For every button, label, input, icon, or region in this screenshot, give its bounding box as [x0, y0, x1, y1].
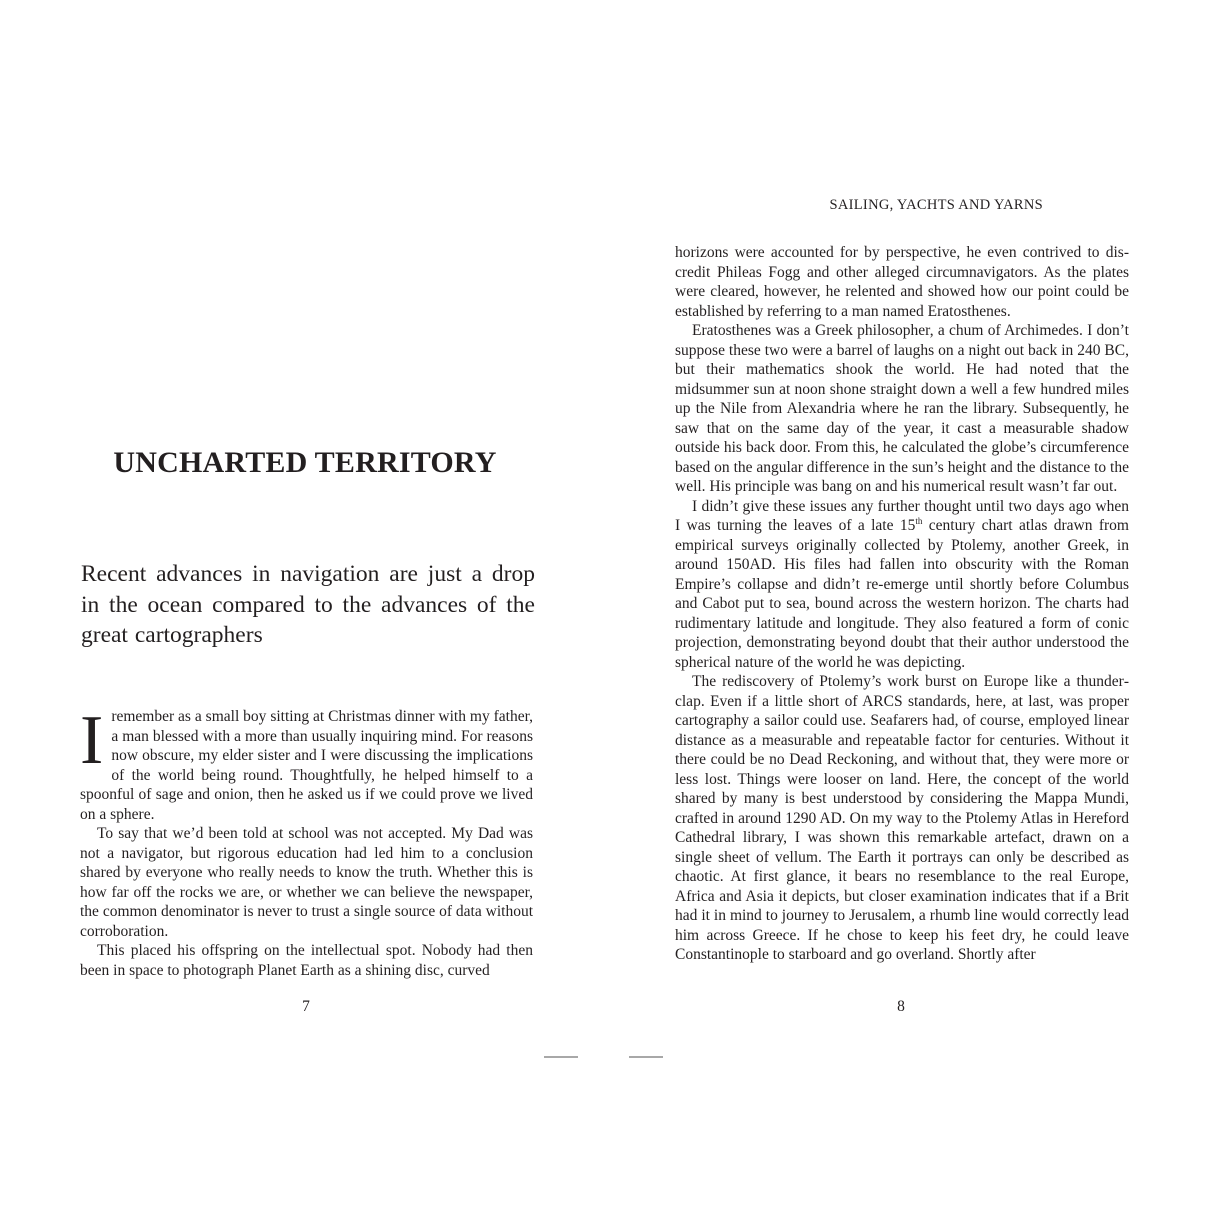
body-paragraph [675, 497, 1129, 673]
right-page-body [675, 243, 1129, 965]
body-paragraph: This placed his offspring on the intellectual spot. Nobody had then been in space to photograph Planet Earth as a shining disc, curved [80, 942, 533, 979]
left-page-body [80, 702, 533, 980]
paragraph-text: century chart atlas drawn from empirical surveys originally collected by Ptolemy, another Greek, in around 150AD. His files had fallen into obscurity with the Roman Empire’s collapse and didn’t re-emerge until shortly before Columbus and Cabot put to sea, bound across the western horizon. The charts had rudimentary latitude and longitude. They also featured a form of conic projection, demonstrating beyond doubt that their author understood the spherical nature of the world he was depicting. [675, 517, 1129, 671]
opening-paragraph-text: remember as a small boy sitting at Christmas dinner with my father, a man blessed with a more than usually inquiring mind. For reasons now obscure, my elder sister and I were discussing the implications of the world being round. Thoughtfully, he helped himself to a spoonful of sage and onion, then he asked us if we could prove we lived on a sphere. [80, 708, 533, 823]
body-paragraph: To say that we’d been told at school was not accepted. My Dad was not a navigator, but rigorous education had led him to a conclusion shared by everyone who really needs to know the truth. Whether this is how far off the rocks we are, or whether we can believe the newspaper, the common denominator is never to trust a single source of data without corroboration. [80, 825, 533, 940]
body-paragraph: The rediscovery of Ptolemy’s work burst on Europe like a thunderclap. Even if a little short of ARCS standards, here, at last, was proper cartography a sailor could use. Seafarers had, of course, employed linear distance as a measurable and repeatable factor for centuries. Without it there could be no Dead Reckoning, and without that, they were more or less lost. Things were looser on land. Here, the concept of the world shared by many is best understood by considering the Mappa Mundi, crafted in around 1290 AD. On my way to the Ptolemy Atlas in Hereford Cathedral library, I was shown this remarkable artefact, drawn on a single sheet of vellum. The Earth it portrays can only be described as chaotic. At first glance, it bears no resemblance to the real Europe, Africa and Asia it depicts, but closer examination indicates that if a Brit had it in mind to journey to Jerusalem, a rhumb line would correctly lead him across Greece. If he chose to keep his feet dry, he could leave Constantinople to starboard and go overland. Shortly after [675, 673, 1129, 963]
running-head [675, 197, 1129, 214]
ordinal-superscript: th [915, 516, 923, 526]
chapter-standfirst: Recent advances in navigation are just a drop in the ocean compared to the advances of the great cartographers [81, 561, 535, 648]
chapter-title [80, 446, 534, 480]
paragraph-text: I didn’t give these issues any further thought until two days ago when I was turning the leaves of a late 15 [675, 497, 1129, 534]
continued-paragraph: horizons were accounted for by perspective, he even contrived to discredit Phileas Fogg and other alleged circumnavigators. As the plates were cleared, however, he relented and showed how our point could be established by referring to a man named Eratosthenes. [675, 244, 1129, 320]
drop-cap: I [80, 702, 104, 779]
page-indicator-dash-right[interactable] [629, 1056, 663, 1058]
page-number-left: 7 [302, 998, 310, 1015]
opening-paragraph [80, 702, 533, 824]
page-number-right: 8 [897, 998, 905, 1015]
chapter-title-text: UNCHARTED TERRITORY [113, 446, 497, 479]
body-paragraph: Eratosthenes was a Greek philosopher, a chum of Archimedes. I don’t suppose these two were a barrel of laughs on a night out back in 240 BC, but their mathematics shook the world. He had noted that the midsummer sun at noon shone straight down a well a few hundred miles up the Nile from Alexandria where he ran the library. Subsequently, he saw that on the same day of the year, it cast a measurable shadow outside his back door. From this, he calculated the globe’s circumference based on the angular difference in the sun’s height and the distance to the well. His principle was bang on and his numerical result wasn’t far out. [675, 322, 1129, 495]
page-indicator-dash-left[interactable] [544, 1056, 578, 1058]
running-head-text: SAILING, YACHTS AND YARNS [829, 197, 1043, 213]
